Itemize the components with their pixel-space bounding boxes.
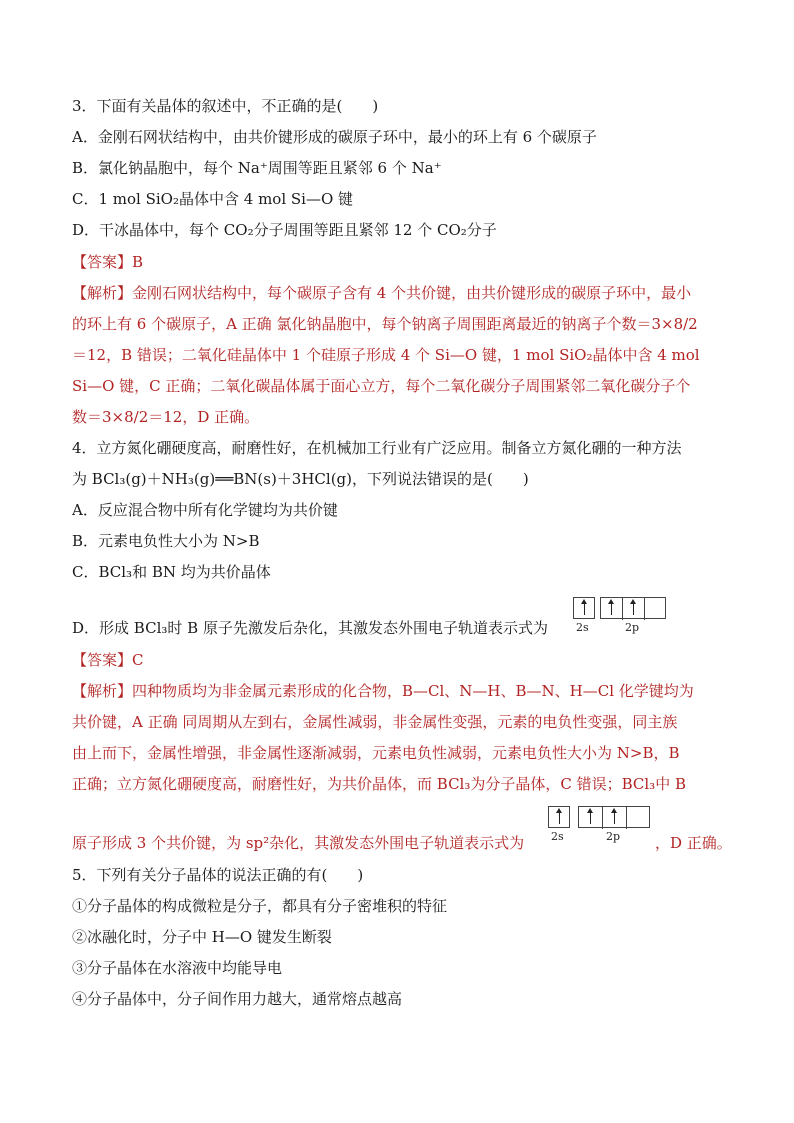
q3-stem: 3．下面有关晶体的叙述中，不正确的是( ) <box>72 97 379 115</box>
q5-stem: 5．下列有关分子晶体的说法正确的有( ) <box>72 866 364 884</box>
electron-up-arrow-icon <box>590 810 591 824</box>
q3-option-b: B．氯化钠晶胞中，每个 Na⁺周围等距且紧邻 6 个 Na⁺ <box>72 159 442 177</box>
electron-up-arrow-icon <box>614 810 615 824</box>
orbital-2s-box <box>573 597 595 619</box>
q4-analysis-line: 共价键，A 正确 同周期从左到右，金属性减弱，非金属性变强，元素的电负性变强，同主族 <box>72 713 678 731</box>
q5-item: ①分子晶体的构成微粒是分子，都具有分子密堆积的特征 <box>72 897 448 915</box>
q5-item: ③分子晶体在水溶液中均能导电 <box>72 959 283 977</box>
orbital-2s-box <box>548 806 570 828</box>
q5-item: ②冰融化时，分子中 H—O 键发生断裂 <box>72 928 332 946</box>
orbital-2p-boxes <box>600 597 666 619</box>
electron-up-arrow-icon <box>633 601 634 615</box>
orbital-2p-boxes <box>578 806 650 828</box>
q3-option-a: A．金刚石网状结构中，由共价键形成的碳原子环中，最小的环上有 6 个碳原子 <box>72 128 597 146</box>
orbital-diagram <box>573 597 673 637</box>
q3-answer: 【答案】B <box>72 253 144 271</box>
q4-option-b: B．元素电负性大小为 N>B <box>72 532 260 550</box>
q4-stem-line2: 为 BCl₃(g)＋NH₃(g)══BN(s)＋3HCl(g)，下列说法错误的是( ) <box>72 470 529 488</box>
orbital-label-2s: 2s <box>576 621 589 634</box>
q4-analysis-line: 【解析】四种物质均为非金属元素形成的化合物，B—Cl、N—H、B—N、H—Cl 化学键均为 <box>72 682 694 700</box>
q4-answer: 【答案】C <box>72 651 144 669</box>
q5-item: ④分子晶体中，分子间作用力越大，通常熔点越高 <box>72 990 403 1008</box>
q4-option-d: D．形成 BCl₃时 B 原子先激发后杂化，其激发态外围电子轨道表示式为 <box>72 619 548 637</box>
q4-option-a: A．反应混合物中所有化学键均为共价键 <box>72 501 338 519</box>
q3-option-c: C．1 mol SiO₂晶体中含 4 mol Si—O 键 <box>72 190 354 208</box>
q4-analysis-line: 正确；立方氮化硼硬度高，耐磨性好，为共价晶体，而 BCl₃为分子晶体，C 错误；BCl₃中 B <box>72 775 686 793</box>
q4-stem-line1: 4．立方氮化硼硬度高，耐磨性好，在机械加工行业有广泛应用。制备立方氮化硼的一种方法 <box>72 439 682 457</box>
q4-option-c: C．BCl₃和 BN 均为共价晶体 <box>72 563 271 581</box>
q3-option-d: D．干冰晶体中，每个 CO₂分子周围等距且紧邻 12 个 CO₂分子 <box>72 221 497 239</box>
orbital-label-2s: 2s <box>551 830 564 843</box>
q4-analysis-line: 原子形成 3 个共价键，为 sp²杂化，其激发态外围电子轨道表示式为 <box>72 834 525 852</box>
q3-analysis-line: 数＝3×8/2＝12，D 正确。 <box>72 408 260 426</box>
electron-up-arrow-icon <box>559 810 560 824</box>
q4-analysis-line: 由上而下，金属性增强，非金属性逐渐减弱，元素电负性减弱，元素电负性大小为 N>B，B <box>72 744 680 762</box>
q3-analysis-line: ＝12，B 错误；二氧化硅晶体中 1 个硅原子形成 4 个 Si—O 键，1 mol SiO₂晶体中含 4 mol <box>72 346 700 364</box>
electron-up-arrow-icon <box>584 601 585 615</box>
q3-analysis-line: 的环上有 6 个碳原子，A 正确 氯化钠晶胞中，每个钠离子周围距离最近的钠离子个数＝3×8/2 <box>72 315 698 333</box>
orbital-label-2p: 2p <box>606 830 621 843</box>
q3-analysis-line: Si—O 键，C 正确；二氧化碳晶体属于面心立方，每个二氧化碳分子周围紧邻二氧化碳分子个 <box>72 377 691 395</box>
orbital-diagram-analysis <box>548 806 658 846</box>
q3-analysis-line: 【解析】金刚石网状结构中，每个碳原子含有 4 个共价键，由共价键形成的碳原子环中，最小 <box>72 284 692 302</box>
orbital-label-2p: 2p <box>625 621 640 634</box>
q4-analysis-tail: ，D 正确。 <box>655 834 732 852</box>
electron-up-arrow-icon <box>611 601 612 615</box>
